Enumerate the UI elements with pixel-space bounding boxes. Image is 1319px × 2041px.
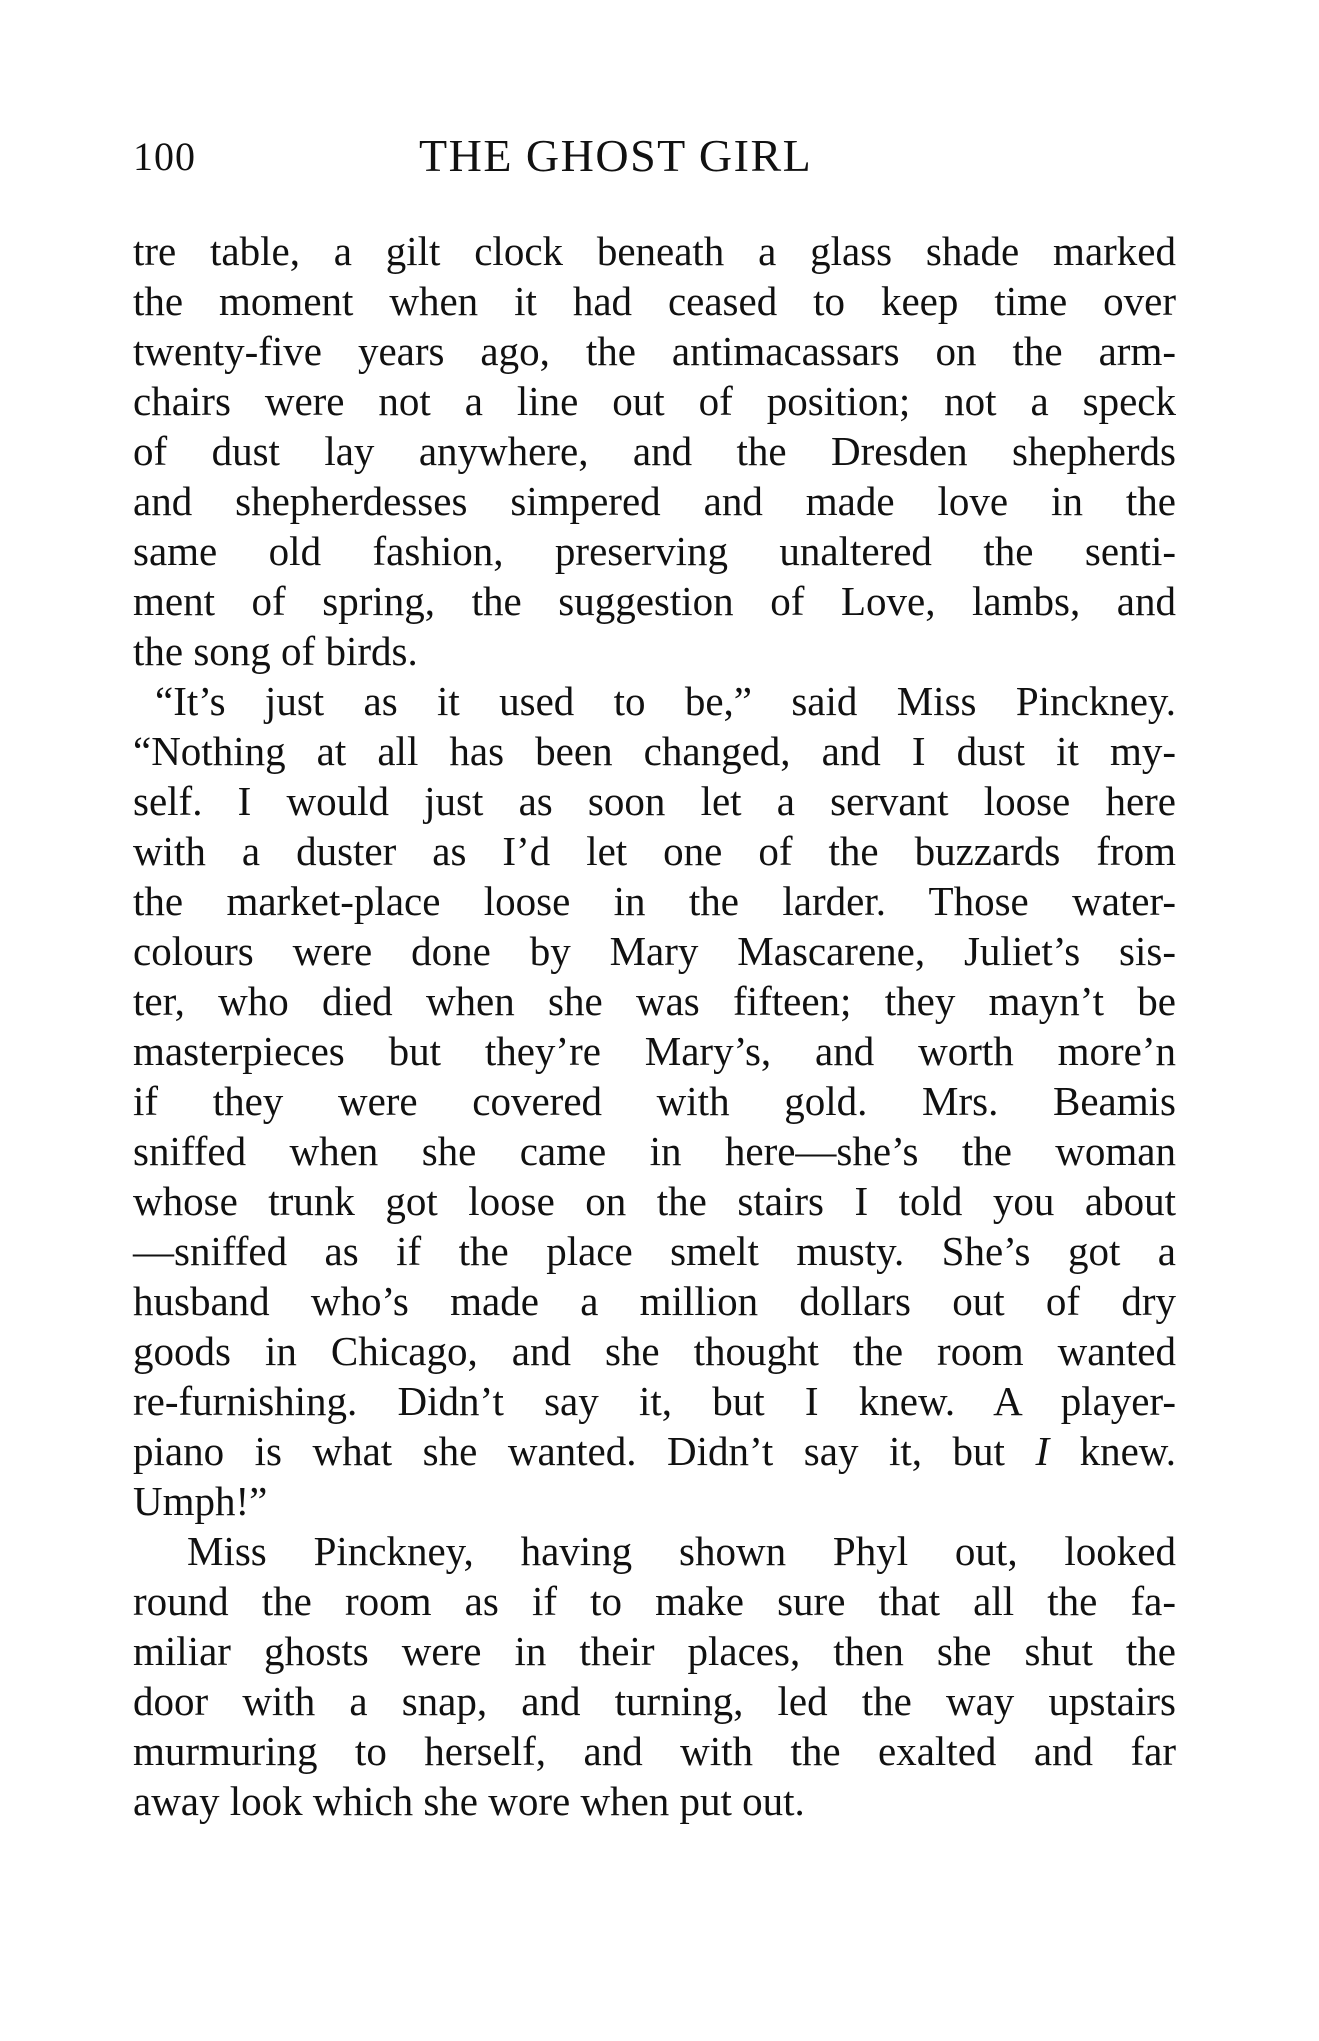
text-line: round the room as if to make sure that all the fa- xyxy=(133,1578,1176,1624)
paragraph xyxy=(133,1526,1176,1826)
text-line: door with a snap, and turning, led the way upstairs xyxy=(133,1678,1176,1724)
text-segment: piano is what she wanted. Didn’t say it, but xyxy=(133,1428,1036,1474)
text-line: re-furnishing. Didn’t say it, but I knew. A player- xyxy=(133,1378,1176,1424)
text-line: miliar ghosts were in their places, then she shut the xyxy=(133,1628,1176,1674)
text-line: —sniffed as if the place smelt musty. She’s got a xyxy=(133,1228,1176,1274)
text-line: colours were done by Mary Mascarene, Juliet’s sis- xyxy=(133,928,1176,974)
text-line xyxy=(133,1426,1176,1476)
text-segment: knew. xyxy=(1049,1428,1177,1474)
text-line: twenty-five years ago, the antimacassars on the arm- xyxy=(133,328,1176,374)
text-line: ment of spring, the suggestion of Love, lambs, and xyxy=(133,578,1176,624)
body-text xyxy=(133,226,1176,1826)
text-line: same old fashion, preserving unaltered the senti- xyxy=(133,528,1176,574)
paragraph xyxy=(133,676,1176,1526)
page-number: 100 xyxy=(133,134,196,179)
text-line: and shepherdesses simpered and made love in the xyxy=(133,478,1176,524)
text-line: the song of birds. xyxy=(133,628,418,674)
italic-text: I xyxy=(1035,1428,1050,1474)
running-title: THE GHOST GIRL xyxy=(419,130,813,181)
text-line: the moment when it had ceased to keep time over xyxy=(133,278,1176,324)
text-line: sniffed when she came in here—she’s the woman xyxy=(133,1128,1176,1174)
text-line: goods in Chicago, and she thought the room wanted xyxy=(133,1328,1176,1374)
text-line: murmuring to herself, and with the exalted and far xyxy=(133,1728,1176,1774)
text-line: whose trunk got loose on the stairs I told you about xyxy=(133,1178,1176,1224)
text-line: Miss Pinckney, having shown Phyl out, looked xyxy=(187,1528,1176,1574)
paragraph xyxy=(133,226,1176,676)
text-line: “Nothing at all has been changed, and I dust it my- xyxy=(133,728,1176,774)
text-line: chairs were not a line out of position; not a speck xyxy=(133,378,1176,424)
text-line: husband who’s made a million dollars out of dry xyxy=(133,1278,1176,1324)
text-line: if they were covered with gold. Mrs. Beamis xyxy=(133,1078,1176,1124)
text-line: Umph!” xyxy=(133,1478,268,1524)
text-line: away look which she wore when put out. xyxy=(133,1778,805,1824)
text-line: masterpieces but they’re Mary’s, and worth more’n xyxy=(133,1028,1176,1074)
text-line: “It’s just as it used to be,” said Miss Pinckney. xyxy=(155,678,1176,724)
text-line: tre table, a gilt clock beneath a glass shade marked xyxy=(133,228,1176,274)
text-line: self. I would just as soon let a servant loose here xyxy=(133,778,1176,824)
text-line: of dust lay anywhere, and the Dresden shepherds xyxy=(133,428,1176,474)
text-line: the market-place loose in the larder. Those water- xyxy=(133,878,1176,924)
page-header xyxy=(133,130,1176,189)
text-line: ter, who died when she was fifteen; they mayn’t be xyxy=(133,978,1176,1024)
text-line: with a duster as I’d let one of the buzzards from xyxy=(133,828,1176,874)
